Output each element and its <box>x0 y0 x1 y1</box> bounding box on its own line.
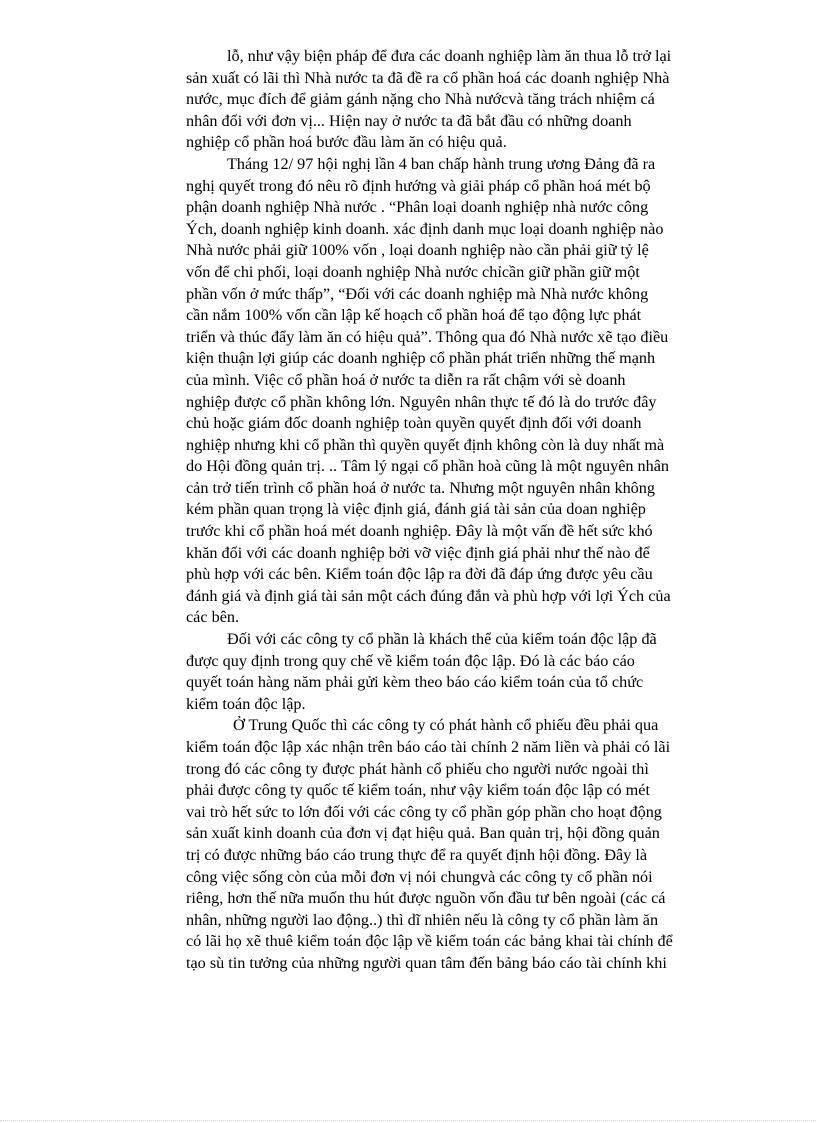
text-line: phải được công ty quốc tế kiểm toán, như vậy kiểm toán độc lập có mét <box>186 781 650 800</box>
text-line: sản xuất kinh doanh của đơn vị đạt hiệu quả. Ban quản trị, hội đồng quản <box>186 824 660 843</box>
text-line: phù hợp với các bên. Kiểm toán độc lập ra đời đã đáp ứng được yêu cầu <box>186 565 653 584</box>
text-line: được quy định trong quy chế về kiểm toán độc lập. Đó là các báo cáo <box>186 651 635 670</box>
text-line: vai trò hết sức to lớn đối với các công ty cổ phần góp phần cho hoạt động <box>186 802 662 821</box>
text-line: trong đó các công ty được phát hành cổ phiếu cho người nước ngoài thì <box>186 759 649 778</box>
text-line: nghiệp được cổ phần không lớn. Nguyên nhân thực tế đó là do trước đây <box>186 392 657 411</box>
text-line: triển và thúc đẩy làm ăn có hiệu quả”. Thông qua đó Nhà nước xẽ tạo điều <box>186 327 669 346</box>
text-line: nhân đối với đơn vị... Hiện nay ở nước ta đã bắt đầu có những doanh <box>186 111 632 130</box>
text-line: kiểm toán độc lập. <box>186 694 306 713</box>
text-line: phần vốn ở mức thấp”, “Đối với các doanh nghiệp mà Nhà nước không <box>186 284 649 303</box>
text-line: nghiệp nhưng khi cổ phần thì quyền quyết định không còn là duy nhất mà <box>186 435 665 454</box>
text-line: quyết toán hàng năm phải gửi kèm theo báo cáo kiểm toán của tổ chức <box>186 673 644 692</box>
text-line: khăn đối với các doanh nghiệp bởi vỡ việc định giá phải như thế nào để <box>186 543 650 562</box>
text-line: vốn để chi phối, loại doanh nghiệp Nhà nước chỉcần giữ phần giữ một <box>186 262 640 281</box>
text-line: đánh giá và định giá tài sản một cách đúng đắn và phù hợp với lợi Ých của <box>186 586 671 605</box>
page-bottom-edge <box>0 1120 816 1121</box>
text-line: lỗ, như vậy biện pháp để đưa các doanh nghiệp làm ăn thua lỗ trở lại <box>227 47 672 65</box>
text-line: phận doanh nghiệp Nhà nước . “Phân loại doanh nghiệp nhà nước công <box>186 198 649 217</box>
text-line: trước khi cổ phần hoá mét doanh nghiệp. Đây là một vấn đề hết sức khó <box>186 522 653 541</box>
text-line: các bên. <box>186 608 240 627</box>
body-text <box>186 46 718 975</box>
text-line: có lãi họ xẽ thuê kiểm toán độc lập về kiểm toán các bảng khai tài chính để <box>186 932 673 951</box>
text-line: do Hội đồng quản trị. .. Tâm lý ngại cổ phần hoà cũng là một nguyên nhân <box>186 457 669 476</box>
text-line: tạo sù tin tưởng của những người quan tâm đến bảng báo cáo tài chính khi <box>186 953 667 972</box>
text-line: kiểm toán độc lập xác nhận trên báo cáo tài chính 2 năm liền và phải có lãi <box>186 738 671 756</box>
text-line: của mình. Việc cổ phần hoá ở nước ta diễn ra rất chậm với sè doanh <box>186 370 626 389</box>
text-line: nhân, những người lao động..) thì dĩ nhiên nếu là công ty cổ phần làm ăn <box>186 910 659 929</box>
text-line: nghị quyết trong đó nêu rõ định hướng và giải pháp cổ phần hoá mét bộ <box>186 176 651 195</box>
text-line: Đối với các công ty cổ phần là khách thể của kiểm toán độc lập đã <box>227 630 657 649</box>
text-line: công việc sống còn của mỗi đơn vị nói chungvà các công ty cổ phần nói <box>186 867 653 886</box>
text-line: kiện thuận lợi giúp các doanh nghiệp cổ phần phát triển những thế mạnh <box>186 349 656 368</box>
text-line: sản xuất có lãi thì Nhà nước ta đã đề ra cổ phần hoá các doanh nghiệp Nhà <box>186 68 670 87</box>
text-line: nước, mục đích để giảm gánh nặng cho Nhà nướcvà tăng trách nhiệm cá <box>186 90 655 109</box>
text-line: Nhà nước phải giữ 100% vốn , loại doanh nghiệp nào cần phải giữ tỷ lệ <box>186 241 649 260</box>
text-line: nghiệp cổ phần hoá bước đầu làm ăn có hiệu quả. <box>186 133 507 152</box>
text-line: chủ hoặc giám đốc doanh nghiệp toàn quyền quyết định đối với doanh <box>186 414 642 433</box>
text-line: kém phần quan trọng là việc định giá, đánh giá tài sản của doan nghiệp <box>186 500 646 519</box>
text-line: Ých, doanh nghiệp kinh doanh. xác định danh mục loại doanh nghiệp nào <box>186 219 664 238</box>
text-line: riêng, hơn thế nữa muốn thu hút được nguồn vốn đầu tư bên ngoài (các cá <box>186 889 666 908</box>
text-line: trị có được những báo cáo trung thực để ra quyết định hội đồng. Đây là <box>186 845 648 864</box>
text-line: cản trở tiến trình cổ phần hoá ở nước ta. Nhưng một nguyên nhân không <box>186 478 655 497</box>
text-line: Tháng 12/ 97 hội nghị lần 4 ban chấp hành trung ương Đảng đã ra <box>227 154 656 173</box>
text-line: cần nắm 100% vốn cần lập kế hoạch cổ phần hoá để tạo động lực phát <box>186 306 642 325</box>
text-line: Ở Trung Quốc thì các công ty có phát hành cổ phiếu đều phải qua <box>233 716 659 735</box>
